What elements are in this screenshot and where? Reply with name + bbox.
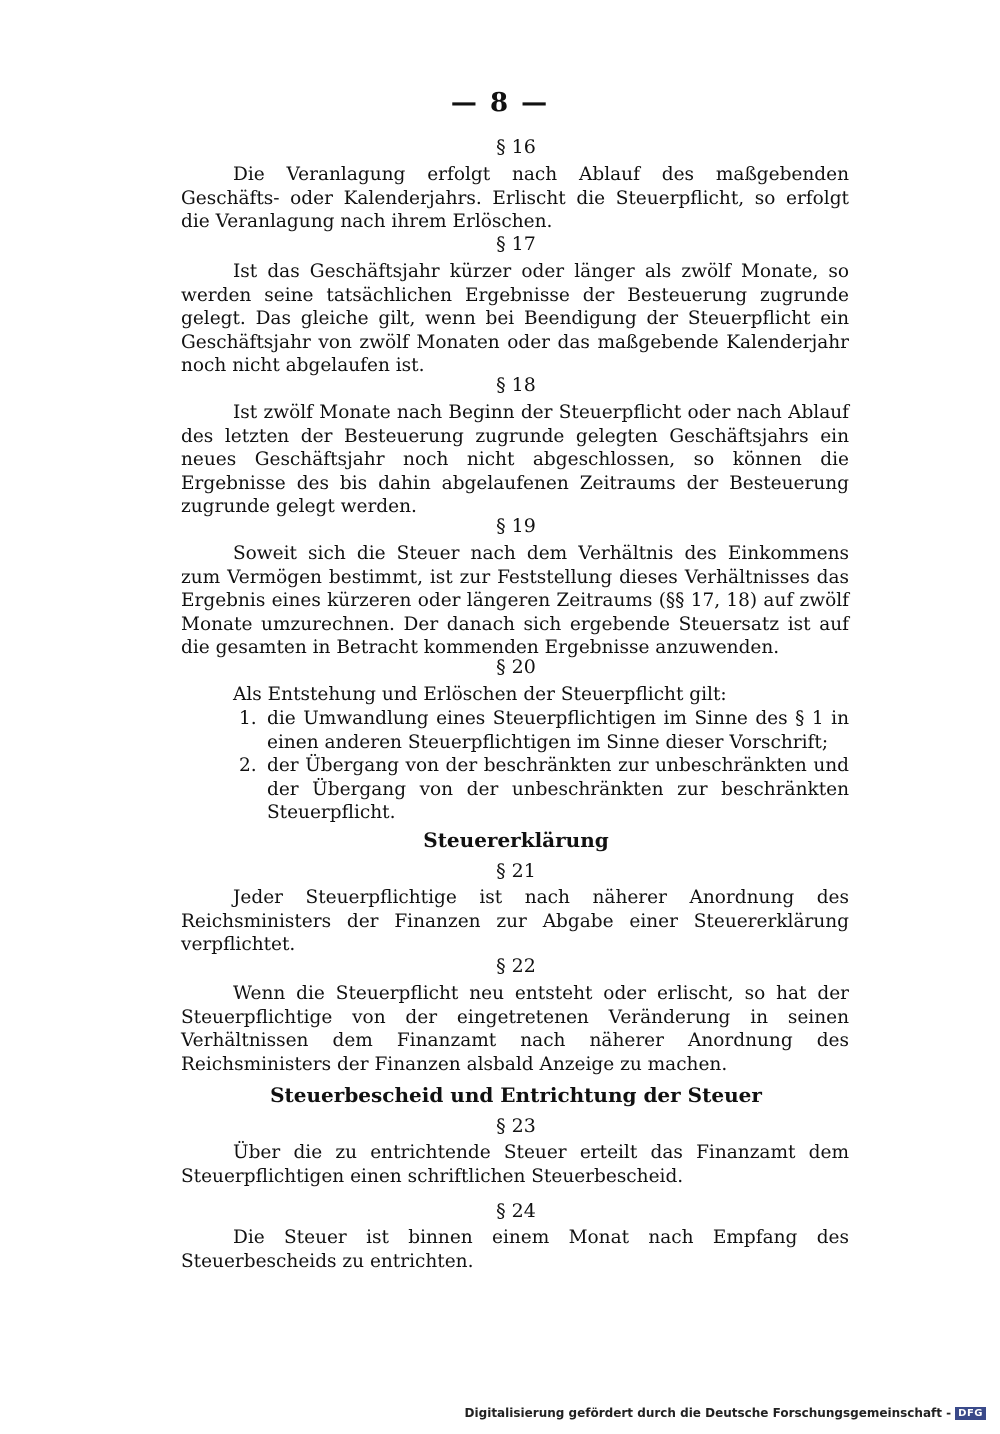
footer-text: Digitalisierung gefördert durch die Deutsche Forschungsgemeinschaft - — [464, 1406, 952, 1420]
section-18-text: Ist zwölf Monate nach Beginn der Steuerpflicht oder nach Ablauf des letzten der Besteuerung zugrunde gelegten Geschäftsjahrs ein neues Geschäftsjahr noch nicht abgeschlossen, so können die Ergebnisse des bis dahin abgelaufenen Zeitraums der Besteuerung zugrunde gelegt werden. — [181, 402, 849, 517]
dfg-logo: DFG — [955, 1407, 986, 1420]
section-16-label: § 16 — [496, 136, 536, 158]
list-item — [181, 707, 849, 754]
section-23-text: Über die zu entrichtende Steuer erteilt das Finanzamt dem Steuerpflichtigen einen schriftlichen Steuerbescheid. — [181, 1142, 849, 1187]
page-number: — 8 — — [450, 88, 550, 118]
heading-steuererklaerung: Steuererklärung — [423, 828, 609, 852]
section-20-label: § 20 — [496, 656, 536, 678]
list-item-text: die Umwandlung eines Steuerpflichtigen im Sinne des § 1 in einen anderen Steuerpflichtigen im Sinne dieser Vorschrift; — [267, 708, 849, 753]
heading-steuerbescheid: Steuerbescheid und Entrichtung der Steuer — [270, 1083, 762, 1107]
list-item-number: 1. — [239, 708, 257, 729]
section-21-text: Jeder Steuerpflichtige ist nach näherer Anordnung des Reichsministers der Finanzen zur Abgabe einer Steuererklärung verpflichtet. — [181, 887, 849, 955]
section-23-label: § 23 — [496, 1115, 536, 1137]
list-item — [181, 754, 849, 825]
section-22-label: § 22 — [496, 955, 536, 977]
section-17-text: Ist das Geschäftsjahr kürzer oder länger als zwölf Monate, so werden seine tatsächlichen Ergebnisse der Besteuerung zugrunde gelegt. Das gleiche gilt, wenn bei Beendigung der Steuerpflicht ein Geschäftsjahr von zwölf Monaten oder das maßgebende Kalenderjahr noch nicht abgelaufen ist. — [181, 261, 849, 376]
section-16-text: Die Veranlagung erfolgt nach Ablauf des maßgebenden Geschäfts- oder Kalenderjahrs. Erlischt die Steuerpflicht, so erfolgt die Veranlagung nach ihrem Erlöschen. — [181, 164, 849, 232]
list-item-text: der Übergang von der beschränkten zur unbeschränkten und der Übergang von der unbeschränkten zur beschränkten Steuerpflicht. — [267, 755, 849, 823]
section-17-label: § 17 — [496, 233, 536, 255]
section-21-label: § 21 — [496, 860, 536, 882]
list-item-number: 2. — [239, 755, 257, 776]
section-20-text: Als Entstehung und Erlöschen der Steuerpflicht gilt: — [233, 684, 727, 705]
section-24-text: Die Steuer ist binnen einem Monat nach Empfang des Steuerbescheids zu entrichten. — [181, 1227, 849, 1272]
section-19-text: Soweit sich die Steuer nach dem Verhältnis des Einkommens zum Vermögen bestimmt, ist zur Feststellung dieses Verhältnisses das Ergebnis eines kürzeren oder längeren Zeitraums (§§ 17, 18) auf zwölf Monate umzurechnen. Der danach sich ergebende Steuersatz ist auf die gesamten in Betracht kommenden Ergebnisse anzuwenden. — [181, 543, 849, 658]
section-24-label: § 24 — [496, 1200, 536, 1222]
section-19-label: § 19 — [496, 515, 536, 537]
section-22-text: Wenn die Steuerpflicht neu entsteht oder erlischt, so hat der Steuerpflichtige von der eingetretenen Veränderung in seinen Verhältnissen dem Finanzamt nach näherer Anordnung des Reichsministers der Finanzen alsbald Anzeige zu machen. — [181, 983, 849, 1075]
section-20-list — [181, 707, 849, 825]
section-18-label: § 18 — [496, 374, 536, 396]
digitization-footer — [465, 1406, 986, 1420]
